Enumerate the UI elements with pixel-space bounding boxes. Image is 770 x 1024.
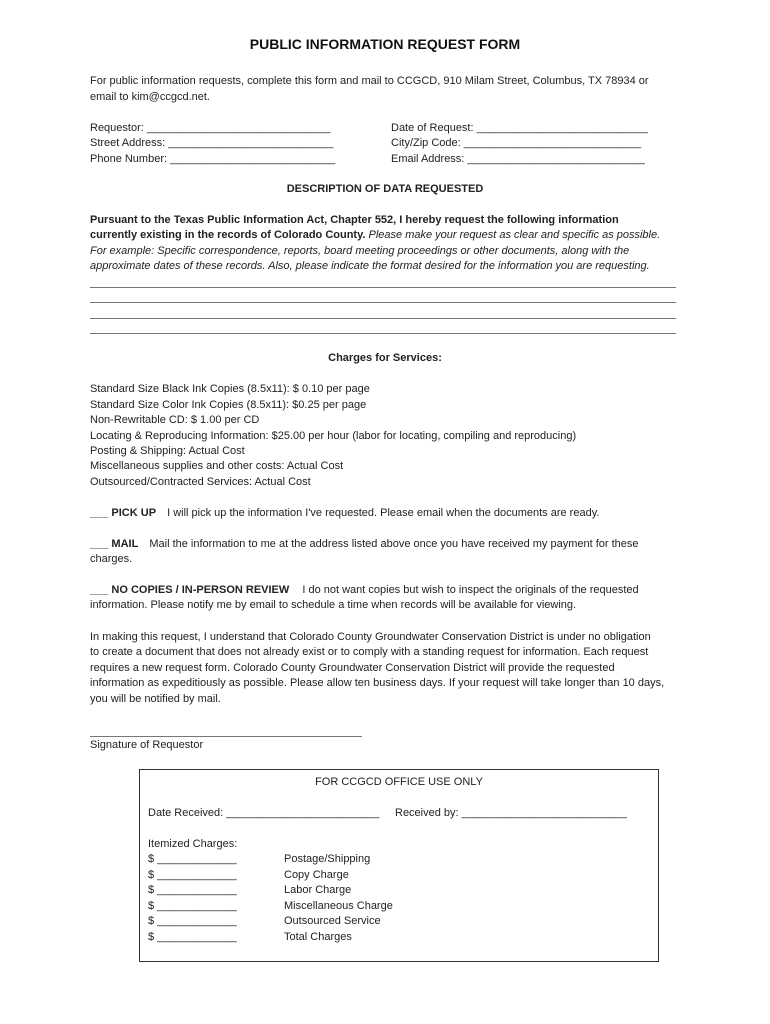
form-title: PUBLIC INFORMATION REQUEST FORM [249,36,521,52]
amount-total[interactable]: $ _____________ [148,931,237,943]
description-line-2 [90,229,660,241]
amount-labor[interactable]: $ _____________ [148,884,237,896]
email-address-field[interactable]: Email Address: _____________________________ [391,153,645,165]
mail-text-2: charges. [90,553,133,565]
amount-outsourced[interactable]: $ _____________ [148,915,237,927]
item-labor-charge: Labor Charge [284,884,352,896]
charge-cd: Non-Rewritable CD: $ 1.00 per CD [90,414,260,426]
item-postage-shipping: Postage/Shipping [284,853,371,865]
charges-heading: Charges for Services: [328,352,442,364]
city-zip-field[interactable]: City/Zip Code: _____________________________ [391,137,642,149]
amount-copy[interactable]: $ _____________ [148,869,237,881]
charge-outsourced: Outsourced/Contracted Services: Actual Cost [90,476,311,488]
description-line-4[interactable] [90,333,676,334]
understanding-line-4: information as expeditiously as possible. Please allow ten business days. If your request will take longer than 10 days, [90,677,665,689]
item-total-charges: Total Charges [284,931,352,943]
signature-line[interactable] [90,736,362,737]
signature-label: Signature of Requestor [90,739,204,751]
requestor-field[interactable]: Requestor: ______________________________ [90,122,331,134]
understanding-line-5: you will be notified by mail. [90,693,221,705]
pickup-label[interactable]: ___ PICK UP [90,507,157,519]
charge-posting: Posting & Shipping: Actual Cost [90,445,245,457]
description-bold-1: Pursuant to the Texas Public Information Act, Chapter 552, I hereby request the following information [90,214,619,226]
item-copy-charge: Copy Charge [284,869,349,881]
nocopies-text-2: information. Please notify me by email to schedule a time when records will be available for viewing. [90,599,577,611]
charge-color-copies: Standard Size Color Ink Copies (8.5x11): $0.25 per page [90,399,367,411]
received-by-field[interactable]: Received by: ___________________________ [395,807,627,819]
phone-number-field[interactable]: Phone Number: ___________________________ [90,153,336,165]
description-line-3[interactable] [90,318,676,319]
understanding-line-1: In making this request, I understand that Colorado County Groundwater Conservation District is under no obligation [90,631,651,643]
mail-option[interactable] [90,538,639,550]
nocopies-option[interactable] [90,584,639,596]
description-heading: DESCRIPTION OF DATA REQUESTED [286,183,484,195]
date-received-field[interactable]: Date Received: _________________________ [148,807,380,819]
office-heading: FOR CCGCD OFFICE USE ONLY [315,776,483,788]
charge-locating: Locating & Reproducing Information: $25.00 per hour (labor for locating, compiling and reproducing) [90,430,577,442]
intro-line-1: For public information requests, complete this form and mail to CCGCD, 910 Milam Street, Columbus, TX 78934 or [90,75,649,87]
item-outsourced-service: Outsourced Service [284,915,381,927]
amount-postage[interactable]: $ _____________ [148,853,237,865]
nocopies-text-1: I do not want copies but wish to inspect the originals of the requested [302,584,639,596]
intro-line-2: email to kim@ccgcd.net. [90,91,210,103]
street-address-field[interactable]: Street Address: ___________________________ [90,137,334,149]
description-bold-2: currently existing in the records of Colorado County. [90,229,366,241]
charge-black-copies: Standard Size Black Ink Copies (8.5x11): $ 0.10 per page [90,383,370,395]
description-line-1[interactable] [90,287,676,288]
mail-label[interactable]: ___ MAIL [90,538,139,550]
description-italic-2: For example: Specific correspondence, reports, board meeting proceedings or other documents, along with the [90,245,630,257]
itemized-label: Itemized Charges: [148,838,238,850]
office-use-box [139,769,659,962]
charge-misc: Miscellaneous supplies and other costs: Actual Cost [90,460,344,472]
pickup-option[interactable] [90,507,599,519]
pickup-text: I will pick up the information I've requested. Please email when the documents are ready. [167,507,600,519]
date-of-request-field[interactable]: Date of Request: ____________________________ [391,122,648,134]
description-italic-3: approximate dates of these records. Also, please indicate the format desired for the information you are requesting. [90,260,650,272]
mail-text-1: Mail the information to me at the address listed above once you have received my payment for these [149,538,639,550]
amount-misc[interactable]: $ _____________ [148,900,237,912]
understanding-line-3: requires a new request form. Colorado County Groundwater Conservation District will provide the requested [90,662,615,674]
item-misc-charge: Miscellaneous Charge [284,900,393,912]
description-line-2-blank[interactable] [90,302,676,303]
description-italic-1: Please make your request as clear and specific as possible. [368,229,661,241]
nocopies-label[interactable]: ___ NO COPIES / IN-PERSON REVIEW [90,584,290,596]
understanding-line-2: to create a document that does not already exist or to comply with a standing request for information. Each request [90,646,649,658]
